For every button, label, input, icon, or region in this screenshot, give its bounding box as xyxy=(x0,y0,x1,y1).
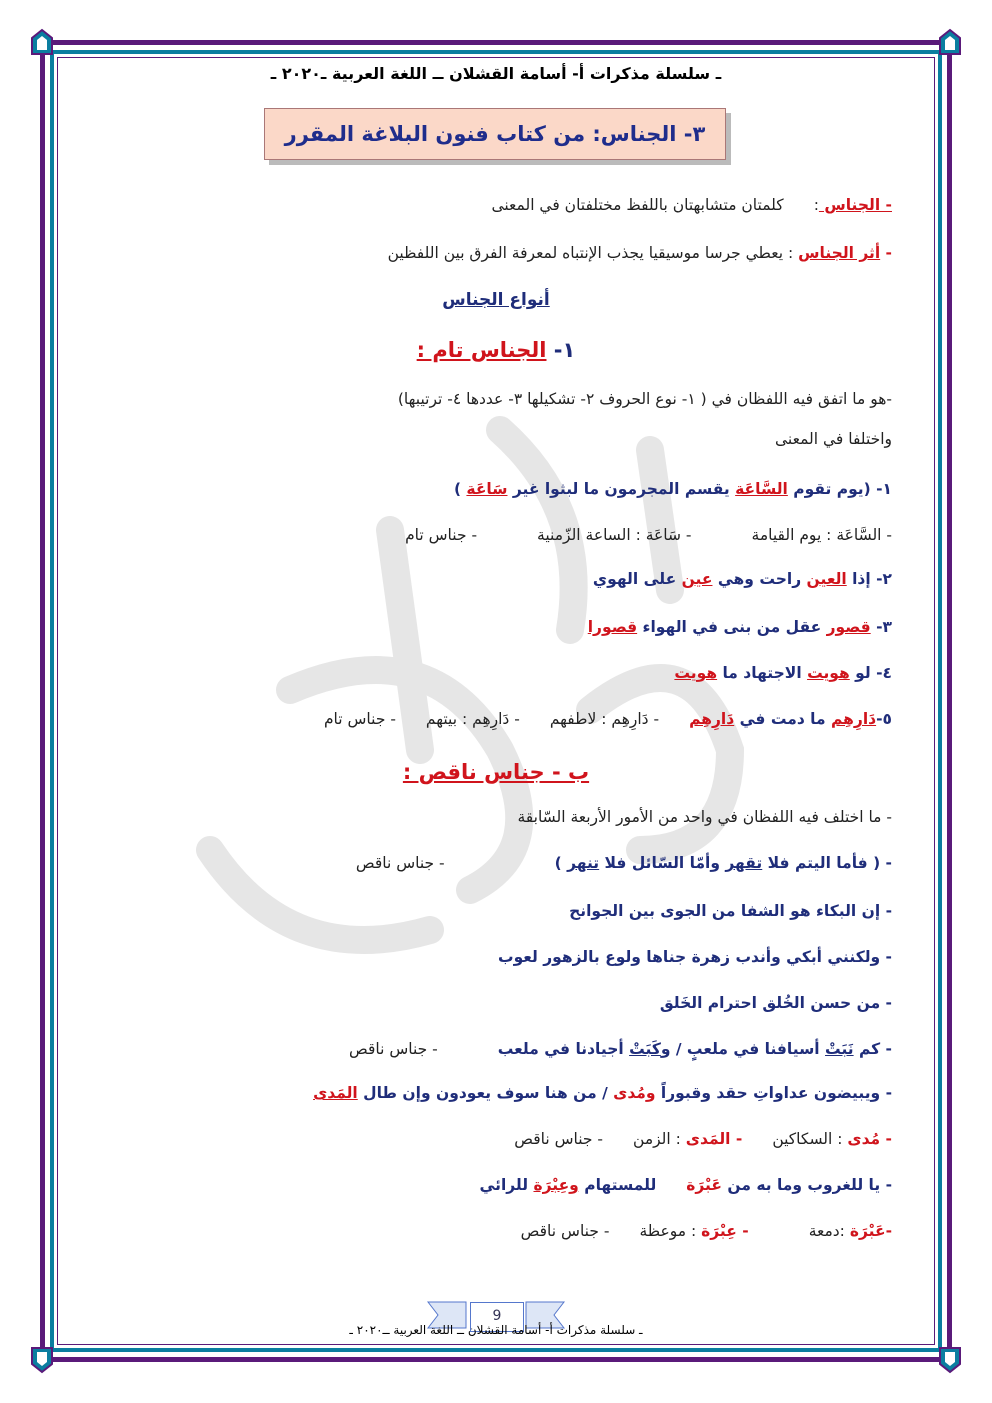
naqes-example-4: - من حسن الخُلق احترام الخَلق xyxy=(659,994,892,1012)
naqes-definition: - ما اختلف فيه اللفظان في واحد من الأمور الأربعة السّابقة xyxy=(517,808,892,826)
tam-example-3: ٣- قصور عقل من بنى في الهواء قصورا xyxy=(587,618,892,636)
definition-term: - الجناس xyxy=(818,196,892,214)
title-box xyxy=(264,108,726,160)
corner-ornament-icon xyxy=(936,28,964,56)
naqes-example-7: - يا للغروب وما به من عَبْرَةللمستهام وعِبْرَة للرائي xyxy=(479,1176,892,1194)
effect-term: أثر الجناس xyxy=(798,244,881,262)
definition-text: كلمتان متشابهتان باللفظ مختلفتان في المعنى xyxy=(491,196,784,214)
tam-definition-2: واختلفا في المعنى xyxy=(775,430,892,448)
naqes-example-1: - ( فأما اليتم فلا تقهر وأمّا السّائل فلا تنهر )- جناس ناقص xyxy=(355,854,892,872)
tam-example-1-explain: - السَّاعَة : يوم القيامة- سَاعَة : الساعة الزّمنية- جناس تام xyxy=(405,526,892,544)
naqes-example-2: - إن البكاء هو الشفا من الجوى بين الجوانح xyxy=(569,902,892,920)
tam-definition-1: -هو ما اتفق فيه اللفظان في ( ١- نوع الحروف ٢- تشكيلها ٣- عددها ٤- ترتيبها) xyxy=(397,390,892,408)
tam-example-4: ٤- لو هويت الاجتهاد ما هويت xyxy=(674,664,892,682)
corner-ornament-icon xyxy=(28,1346,56,1374)
naqes-example-6-explain: - مُدى : السكاكين- المَدى : الزمن- جناس ناقص xyxy=(514,1130,892,1148)
types-heading: أنواع الجناس xyxy=(442,290,550,310)
tam-heading-line: ١- الجناس تام : xyxy=(416,338,576,362)
effect-line: - أثر الجناس : يعطي جرسا موسيقيا يجذب الإنتباه لمعرفة الفرق بين اللفظين xyxy=(387,244,892,262)
naqes-example-3: - ولكنني أبكي وأندب زهرة جناها ولوع بالزهور لعوب xyxy=(498,948,892,966)
naqes-example-7-explain: -عَبْرَة :دمعة- عِبْرَة : موعظة- جناس ناقص xyxy=(520,1222,892,1240)
naqes-heading-line xyxy=(100,760,892,784)
definition-line: - الجناس :كلمتان متشابهتان باللفظ مختلفتان في المعنى xyxy=(491,196,892,214)
tam-example-1: ١- (يوم تقوم السَّاعَة يقسم المجرمون ما لبثوا غير سَاعَة ) xyxy=(453,480,892,498)
tam-heading: الجناس تام : xyxy=(416,338,547,362)
corner-ornament-icon xyxy=(936,1346,964,1374)
page-title: ٣- الجناس: من كتاب فنون البلاغة المقرر xyxy=(284,122,706,146)
naqes-example-5: - كم نَبَتْ أسيافنا في ملعبٍ / وكَبَتْ أجيادنا في ملعب- جناس ناقص xyxy=(348,1040,892,1058)
tam-example-2: ٢- إذا العين راحت وهي عين على الهوي xyxy=(592,570,892,588)
naqes-example-6: - ويبيضون عداواتِ حقد وقبوراً ومُدى / من هنا سوف يعودون وإن طال المَدى xyxy=(313,1084,892,1102)
types-heading-line xyxy=(100,290,892,310)
naqes-heading: ب - جناس ناقص : xyxy=(402,760,590,784)
page-header: ـ سلسلة مذكرات أ- أسامة القشلان ــ اللغة العربية ـ٢٠٢٠ ـ xyxy=(270,64,722,83)
effect-text: : يعطي جرسا موسيقيا يجذب الإنتباه لمعرفة الفرق بين اللفظين xyxy=(387,244,799,262)
tam-example-5: ٥-دَارِهِم ما دمت في دَارِهِم- دَارِهِم : لاطفهم- دَارِهِم : بيتهم- جناس تام xyxy=(323,710,892,728)
page-number: 9 xyxy=(470,1302,524,1332)
corner-ornament-icon xyxy=(28,28,56,56)
page-footer: ـ سلسلة مذكرات أ- أسامة القشلان ــ اللغة العربية ــ٢٠٢٠ ـ xyxy=(349,1323,643,1337)
